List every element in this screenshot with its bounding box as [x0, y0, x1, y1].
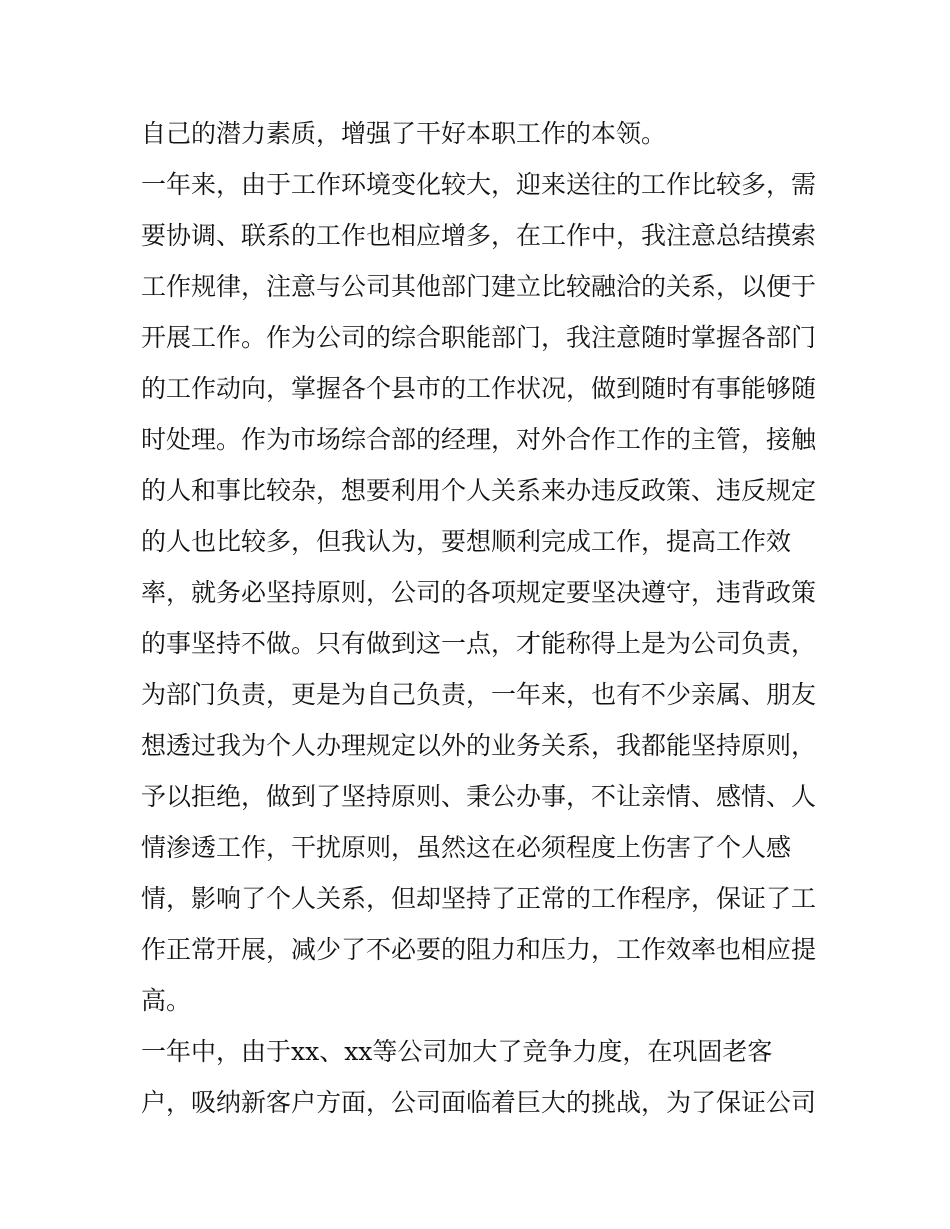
- text-line: 情渗透工作，干扰原则，虽然这在必须程度上伤害了个人感: [141, 833, 792, 862]
- text-line: 作正常开展，减少了不必要的阻力和压力，工作效率也相应提: [141, 935, 817, 964]
- text-line: 的事坚持不做。只有做到这一点，才能称得上是为公司负责，: [141, 629, 817, 658]
- text-line: 高。: [141, 986, 192, 1015]
- text-line: 的人也比较多，但我认为，要想顺利完成工作，提高工作效: [141, 527, 792, 556]
- text-line: 情，影响了个人关系，但却坚持了正常的工作程序，保证了工: [141, 884, 817, 913]
- text-line: 时处理。作为市场综合部的经理，对外合作工作的主管，接触: [141, 425, 817, 454]
- document-body: [141, 108, 821, 1128]
- text-line: 想透过我为个人办理规定以外的业务关系，我都能坚持原则，: [141, 731, 817, 760]
- text-line: 户，吸纳新客户方面，公司面临着巨大的挑战，为了保证公司: [141, 1088, 817, 1117]
- text-line: 予以拒绝，做到了坚持原则、秉公办事，不让亲情、感情、人: [141, 782, 817, 811]
- text-line: 自己的潜力素质，增强了干好本职工作的本领。: [141, 119, 667, 148]
- text-line: 要协调、联系的工作也相应增多，在工作中，我注意总结摸索: [141, 221, 817, 250]
- text-line: 一年来，由于工作环境变化较大，迎来送往的工作比较多，需: [141, 170, 817, 199]
- text-line: 率，就务必坚持原则，公司的各项规定要坚决遵守，违背政策: [141, 578, 817, 607]
- text-line: 为部门负责，更是为自己负责，一年来，也有不少亲属、朋友: [141, 680, 817, 709]
- text-line: 开展工作。作为公司的综合职能部门，我注意随时掌握各部门: [141, 323, 817, 352]
- text-line: 的人和事比较杂，想要利用个人关系来办违反政策、违反规定: [141, 476, 817, 505]
- text-line: 工作规律，注意与公司其他部门建立比较融洽的关系，以便于: [141, 272, 817, 301]
- text-line: 一年中，由于xx、xx等公司加大了竞争力度，在巩固老客: [141, 1037, 773, 1066]
- text-line: 的工作动向，掌握各个县市的工作状况，做到随时有事能够随: [141, 374, 817, 403]
